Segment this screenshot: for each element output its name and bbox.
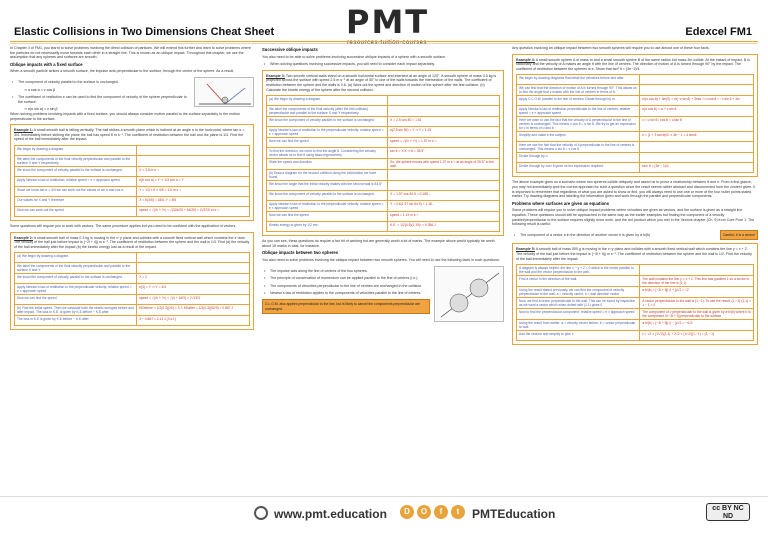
step-working: X = 2 — [137, 274, 250, 284]
step-text: Divide through by u — [517, 153, 640, 163]
step-working — [137, 263, 250, 274]
step-text: We begin by drawing diagrams that detail the velocities before and after. — [517, 75, 640, 85]
table-row — [15, 166, 250, 176]
table-row — [267, 222, 500, 232]
example-5-table — [516, 264, 754, 341]
step-text: Now, we find a vector perpendicular to the wall. This can be found by inspection as we want a vector which when dotted with (1,1) gives 0 — [517, 298, 640, 309]
footer-handle: PMTEducation — [472, 507, 556, 521]
example-4-box — [512, 54, 758, 178]
instagram-icon[interactable]: O — [417, 505, 431, 519]
careful-tag: Careful: b is a vector! — [720, 230, 758, 241]
step-text: Using the result from earlier: a = velocity vector before, b = vector perpendicular to wall — [517, 320, 640, 331]
example-1-question: A small smooth ball is falling vertically. The ball strikes a smooth plane which is inclined at an angle α to the horizontal, where tan α = 3/4. Immediately before striking the plane the ball has speed 6 m s⁻¹. The coefficient of restitution between the ball and the plane is 1/3. Find the speed of the ball immediately after the impact. — [14, 128, 245, 142]
table-row — [267, 159, 500, 170]
bullet-parallel-unchanged: • The component of velocity parallel to the surface is unchanged. — [10, 80, 190, 85]
step-working — [640, 265, 754, 276]
table-row — [15, 186, 250, 196]
table-row — [267, 117, 500, 127]
step-working — [388, 170, 500, 181]
step-text: Now we can find the speed — [267, 138, 388, 148]
step-text: We begin by drawing a diagram. — [15, 145, 137, 155]
column-left — [10, 46, 254, 333]
example-1-label: Example 1: — [14, 128, 33, 133]
table-row — [517, 298, 754, 309]
table-row — [517, 142, 754, 153]
table-row — [15, 253, 250, 263]
header-divider — [10, 41, 758, 42]
table-row — [15, 316, 250, 326]
example-2-table — [14, 252, 250, 326]
table-row — [267, 148, 500, 159]
step-text: State the speed and direction — [267, 159, 388, 170]
step-text: We label the components of the final velocity perpendicular and parallel to the surface X and Y respectively. — [15, 155, 137, 166]
step-text: Apply Newton's law of restitution: relative speed = e × approach speed — [15, 176, 137, 186]
globe-icon — [254, 506, 268, 520]
scenario-paragraph: The above example gives us a scenario where two spheres collide obliquely and asked us to prove a relationship between θ and e. From a first glance, you may not immediately spot the correct approach for such a question since the result seems rather abstract and disconnected from the context given. It is important to remember that regardless of what you are asked to show or find, you will always need to use one or more of the four bullet points stated earlier. Try drawing diagrams and labelling the information given and work through the parallel and perpendicular components. — [512, 180, 756, 199]
step-text: (b) Find the initial speed. Then we calculate both the kinetic energies before and after impact. The loss in K.E. is given by K.E.before − K.E.after — [15, 305, 137, 316]
table-row — [267, 170, 500, 181]
step-text: We can find that the direction of motion of A is turned through 90°. This allows us to find the angle that v makes with the line of centres in terms of θ. — [517, 85, 640, 96]
step-text: Our values for X and Y therefore — [15, 196, 137, 206]
step-working: X = 3.6 m s⁻¹ — [137, 166, 250, 176]
table-row — [517, 331, 754, 341]
step-working: X = 1.97 cos 84.5 = 0.188... — [388, 191, 500, 201]
step-working: v = u sin θ / cos θ = u tan θ — [640, 117, 754, 132]
step-working: K.E. = 1/2(0.5)(1.19)² = 0.356 J — [388, 222, 500, 232]
step-text: Now to find the perpendicular component: relative speed = e × approach speed — [517, 309, 640, 320]
table-row — [517, 163, 754, 173]
bullet-impulse-line: • The impulse acts along the line of centres of the two spheres. — [262, 269, 430, 274]
step-text: Here we use the fact that the velocity of A perpendicular to the line of centres is unchanged. This means u sin θ = v cos θ — [517, 142, 640, 153]
step-working: a·b/|b| = (−3i + 5j)·(i + j)/√2 = √2 — [640, 287, 754, 298]
table-row — [267, 201, 500, 212]
table-row — [267, 191, 500, 201]
logo-main-text: PMT — [346, 3, 430, 41]
step-text: Apply Newton's law of restitution to the perpendicular velocity: relative speed = e × approach speed — [15, 284, 137, 295]
table-row — [15, 206, 250, 216]
step-text: We label the components of the final velocity (after the first collision) perpendicular and parallel to the surface X and Y respectively. — [267, 106, 388, 117]
step-working: speed = √(X² + Y²) = 1.97 m s⁻¹ — [388, 138, 500, 148]
column-middle — [262, 46, 504, 322]
table-row — [15, 176, 250, 186]
table-row — [267, 96, 500, 106]
step-working: e(6 cos α) = Y ⇒ 1/3 cos α = Y — [137, 176, 250, 186]
step-text: We know the angle that the initial velocity makes with the second wall is 84.5° — [267, 181, 388, 191]
table-row — [15, 155, 250, 166]
column-right — [512, 46, 758, 348]
fixed-surface-advice: When solving problems involving impacts with a fixed surface, you should always consider motion parallel to the surface separately to the motion perpendicular to the surface. — [10, 111, 240, 121]
table-row — [267, 181, 500, 191]
equations-paragraph: Some problems will require you to solve oblique impact problems where velocities are given as vectors, and the surface is given as a straight line equation. These questions should still be approached in the same way as the earlier examples but finding the component of a velocity parallel/perpendicular to the surface requires slightly more work, and the dot product which you met in the Vectors chapter (Ch. 9) from Core Pure 1. The following result is useful: — [512, 208, 755, 227]
bullet-perpendicular-unchanged: • The components of velocities perpendicular to the line of centres are unchanged in the collision. — [262, 284, 430, 289]
step-working: The component of v perpendicular to the wall is given by a·b/|b| where b is the component of −3i + 5j perpendicular to the surface. — [640, 309, 754, 320]
step-working: m(u cos θ) + 3m(0) = m(−v sin θ) + 3mw ⇒ u cos θ = −v sin θ + 3w — [640, 96, 754, 106]
example-5-label: Example 5: — [516, 247, 535, 252]
step-working: Y = 0.6(1.97 sin 84.5) = 1.18... — [388, 201, 500, 212]
table-row — [517, 265, 754, 276]
step-working — [137, 253, 250, 263]
table-row — [15, 305, 250, 316]
youtube-icon[interactable]: D — [400, 505, 414, 519]
table-row — [517, 132, 754, 142]
step-working: tan² θ = (3e − 1)/4 — [640, 163, 754, 173]
table-row — [15, 274, 250, 284]
table-row — [517, 85, 754, 96]
exam-board-label: Edexcel FM1 — [685, 26, 752, 38]
table-row — [517, 309, 754, 320]
example-5-box — [512, 243, 758, 345]
step-text: Using the result stated previously, we can find the component of velocity perpendicular to the wall: a = velocity vector, b = wall direction vector — [517, 287, 640, 298]
fixed-surface-diagram — [194, 77, 254, 107]
step-text: Now we can work out the speed — [15, 206, 137, 216]
step-working: v = √2 × (1/√2)(1,1) + 2√2 × (1/√2)(1,−1) = (3, −1) — [640, 331, 754, 341]
equation-parallel: ⇒ u cos α = v cos β — [24, 87, 56, 92]
step-text: Apply Newton's law of restitution to the perpendicular velocity: relative speed = e × approach speed — [267, 201, 388, 212]
step-working: KEbefore = 1/2(0.3)(20) = 3 J, KEafter = 1/2(0.3)(52/9) = 0.867 J — [137, 305, 250, 316]
bullet-each-impact: • When solving questions involving successive impacts, you will need to consider each impact separately. — [262, 62, 504, 67]
step-text: Find a vector in the direction of the wall. — [517, 276, 640, 287]
example-4-question: A small smooth sphere A of mass m and a small smooth sphere B of the same radius but mass 3m collide. At the instant of impact, B is stationary and the velocity of A makes an angle θ with the line of centres. The direction of motion of A is turned through 90° by the impact. The coefficient of restitution between the spheres is e. Show that tan² θ = (3e−1)/4. — [516, 57, 750, 71]
step-text: To find the direction, we need to find the angle θ. Considering the velocity vector allows us to find θ using basic trigonometry. — [267, 148, 388, 159]
table-row — [15, 284, 250, 295]
footer-divider — [0, 496, 768, 497]
step-text: Since we know tan α = 3/4 we can work out the values of sin α and cos α — [15, 186, 137, 196]
step-text: We know the component of velocity parallel to the surface is unchanged. — [267, 191, 388, 201]
step-working: The wall contains the line y = x + 2. This line has gradient 1 so a vector in the direction of the line is (1,1) — [640, 276, 754, 287]
table-row — [517, 106, 754, 117]
table-row — [517, 153, 754, 163]
social-icons — [400, 505, 465, 519]
step-text: We know the component of velocity parallel to the surface is unchanged. — [15, 274, 137, 284]
step-working: speed = √(X² + Y²) = √(4 + 16/9) = 2√13/3 — [137, 295, 250, 305]
twitter-icon[interactable]: t — [451, 505, 465, 519]
example-4-label: Example 4: — [516, 57, 535, 62]
page-title: Elastic Collisions in Two Dimensions Cheat Sheet — [14, 26, 275, 38]
two-spheres-diagram — [434, 266, 504, 322]
example-5-question: A smooth ball of mass 500 g is moving in the x−y plane and collides with a smooth fixed vertical wall which contains the line y = x + 2. The velocity of the ball just before the impact is (−3i + 5j) m s⁻¹. The coefficient of restitution between the sphere and the wall is 1/2. Find the velocity of the ball immediately after the impact. — [516, 247, 752, 261]
bullet-newton-law: • Newton's law of restitution applies to the components of velocities parallel to the line of centres. — [262, 291, 430, 296]
step-text: (a) We begin by drawing a diagram. — [267, 96, 388, 106]
step-working: So, the sphere moves with speed 1.97 m s⁻¹ at an angle of 35.5° to the wall. — [388, 159, 500, 170]
vectors-paragraph: Some questions will require you to work with vectors. The same procedure applies but you need to be confident with the application of vectors. — [10, 223, 237, 228]
step-working: a·b/|b| = (−3i + 5j)·(i − j)/√2 = −4√2 — [640, 320, 754, 331]
example-3-box — [262, 70, 504, 236]
step-working — [640, 85, 754, 96]
step-working: speed = 1.19 m s⁻¹ — [388, 212, 500, 222]
table-row — [15, 263, 250, 274]
step-text: Now we can find the speed — [267, 212, 388, 222]
step-text: Add the vectors and simplify to give v — [517, 331, 640, 341]
step-working: speed = √(X² + Y²) = √(324/25 + 64/25) = 2√97/5 m s⁻¹ — [137, 206, 250, 216]
table-row — [267, 106, 500, 117]
table-row — [15, 196, 250, 206]
step-text: Kinetic energy is given by 1/2 mv² — [267, 222, 388, 232]
section-heading-two-spheres: Oblique impacts between two spheres — [262, 250, 339, 256]
table-row — [517, 96, 754, 106]
step-working: Y = 1/3 × 6 × 4/5 = 1.6 m s⁻¹ — [137, 186, 250, 196]
example-1-table — [14, 145, 250, 217]
step-text: We know the component of velocity parallel to the surface is unchanged. — [15, 166, 137, 176]
example-2-question: A small smooth ball of mass 0.3 kg is moving in the x−y plane and collides with a smooth fixed vertical wall which contains the x−axis. The velocity of the ball just before impact is (−2i + 4j) m s⁻¹. The coefficient of restitution between the sphere and the wall is 1/3. Find (a) the velocity of the ball immediately after the impact (b) the kinetic energy lost as a result of the impact. — [14, 235, 250, 249]
clom-note: C.L.O.M. also applies perpendicular to the line, but is likely to cancel the components perpendicular are unchanged. — [262, 299, 430, 314]
section-heading-successive: Successive oblique impacts — [262, 47, 318, 52]
step-working: tan θ = Y/X ⇒ θ = 35.5° — [388, 148, 500, 159]
creative-commons-badge: cc BY NC ND — [706, 503, 750, 521]
example-3-label: Example 3: — [266, 73, 285, 78]
bullet-restitution: • The coefficient of restitution e can be used to find the component of velocity of the sphere perpendicular to the surface. — [10, 95, 190, 104]
step-text: Now we can find the speed — [15, 295, 137, 305]
bullet-momentum: • The principle of conservation of momentum can be applied parallel to the line of centres (i.e.). — [262, 276, 430, 281]
step-text: (b) Draw a diagram for the second collision using the information we have found. — [267, 170, 388, 181]
step-working — [640, 142, 754, 153]
step-working — [388, 181, 500, 191]
example-4-table — [516, 74, 754, 173]
step-text: We label the components of the final velocity perpendicular and parallel to the surface X and Y. — [15, 263, 137, 274]
step-working — [388, 96, 500, 106]
step-text: (a) We begin by drawing a diagram. — [15, 253, 137, 263]
step-text: The loss in K.E is given by K.E.before − K.E.after — [15, 316, 137, 326]
step-working — [640, 153, 754, 163]
step-working — [388, 106, 500, 117]
step-text: Here we want to use the fact that the velocity of A perpendicular to the line of centres is unchanged. This means v cos θ = u sin θ. We try to get an expression for v in terms of u and θ — [517, 117, 640, 132]
step-text: Divide through by cos² θ gives us the expression required. — [517, 163, 640, 173]
table-row — [15, 295, 250, 305]
step-working — [137, 155, 250, 166]
table-row — [267, 212, 500, 222]
bullet-component-formula: • The component of a vector a in the direction of another vector b is given by a·b/|b| — [512, 233, 716, 238]
table-row — [267, 138, 500, 148]
step-text: Simplify and make e the subject. — [517, 132, 640, 142]
four-facts-paragraph: Any question involving an oblique impact between two smooth spheres will require you to use almost one of these four facts. — [512, 46, 710, 50]
example-2-box — [10, 232, 254, 331]
successive-paragraph: You also need to be able to solve problems involving successive oblique impacts of a sphere with a smooth surface. — [262, 54, 447, 59]
step-working — [640, 75, 754, 85]
step-working: e = (1 + 3 tan²θ)/3 ⇒ 3e − 1 = 4 tan²θ — [640, 132, 754, 142]
step-working: X = 6(3/5) = 18/5, Y = 8/5 — [137, 196, 250, 206]
table-row — [267, 127, 500, 138]
two-spheres-paragraph: You also need to solve problems involving the oblique impact between two smooth spheres. You will need to use the following facts in such questions: — [262, 257, 500, 262]
step-text: Apply C.L.O.M. parallel to the line of centres: Divide through by m — [517, 96, 640, 106]
intro-paragraph: In Chapter 4 of FM1, you learnt to solve problems involving the direct collision of particles. We will extend this further and learn to solve problems where the particles do not necessarily move towards each other in a straight line. This is known as an oblique impact. Throughout this chapter, we use the assumption that any spheres and surfaces are smooth. — [10, 46, 251, 60]
table-row — [517, 320, 754, 331]
table-row — [517, 117, 754, 132]
example-3-table — [266, 95, 500, 232]
step-working — [137, 145, 250, 155]
section-heading-equations: Problems where surfaces are given as equations — [512, 200, 610, 206]
step-text: Apply Newton's law of restitution to the perpendicular velocity: relative speed = e × approach speed — [267, 127, 388, 138]
footer-website-link[interactable]: www.pmt.education — [274, 507, 387, 521]
step-text: Apply Newton's law of restitution perpendicular to the line of centres: relative speed = e × approach speed — [517, 106, 640, 117]
example-3-question: Two smooth vertical walls stand on a smooth horizontal surface and intersect at an angle of 120°. A smooth sphere of mass 0.5 kg is projected across the surface with speed 2.5 m s⁻¹ at an angle of 50° to one of the walls towards the intersection of the walls. The coefficient of restitution between the sphere and the walls is 0.6. (a) Work out the speed and direction of motion of the sphere after the first collision. (b) Calculate the kinetic energy of the sphere after the second collision. — [266, 73, 497, 92]
example-1-box — [10, 124, 254, 221]
step-working: A vector perpendicular to the wall is (1,−1). To use the result, (1,−1)·(1,1) = 1 − 1 = 0 — [640, 298, 754, 309]
step-working: X = 2.5 cos 50 = 1.61 — [388, 117, 500, 127]
step-working: e(2.5 sin 50) = Y ⇒ Y = 1.15 — [388, 127, 500, 138]
fixed-surface-paragraph: When a smooth particle strikes a smooth surface, the impulse acts perpendicular to the surface, through the centre of the sphere. As a result, — [10, 69, 235, 74]
table-row — [517, 287, 754, 298]
step-working: 3 − 0.867 = 2.13 J (3 s.f.) — [137, 316, 250, 326]
header-divider-secondary — [10, 43, 758, 44]
step-text: We know the component of velocity parallel to the surface is unchanged. — [267, 117, 388, 127]
table-row — [517, 75, 754, 85]
equation-perpendicular: ⇒ e(u sin α) = v sin β — [24, 107, 58, 112]
table-row — [15, 145, 250, 155]
section-heading-fixed-surface: Oblique impacts with a fixed surface — [10, 61, 83, 67]
step-text: A diagram is always helpful: the line x − y + 2 = 0 which is the vector parallel to the wall and the vector perpendicular to the wall. — [517, 265, 640, 276]
step-working: e(4) = Y ⇒ Y = 4/3 — [137, 284, 250, 295]
step-working: e(u cos θ) = w + v sin θ — [640, 106, 754, 117]
marks-paragraph: As you can see, these questions do require a fair bit of working but are generally worth a lot of marks. The example above would typically be worth about 16 marks in total, for instance. — [262, 239, 495, 248]
table-row — [517, 276, 754, 287]
example-2-label: Example 2: — [14, 235, 33, 240]
facebook-icon[interactable]: f — [434, 505, 448, 519]
